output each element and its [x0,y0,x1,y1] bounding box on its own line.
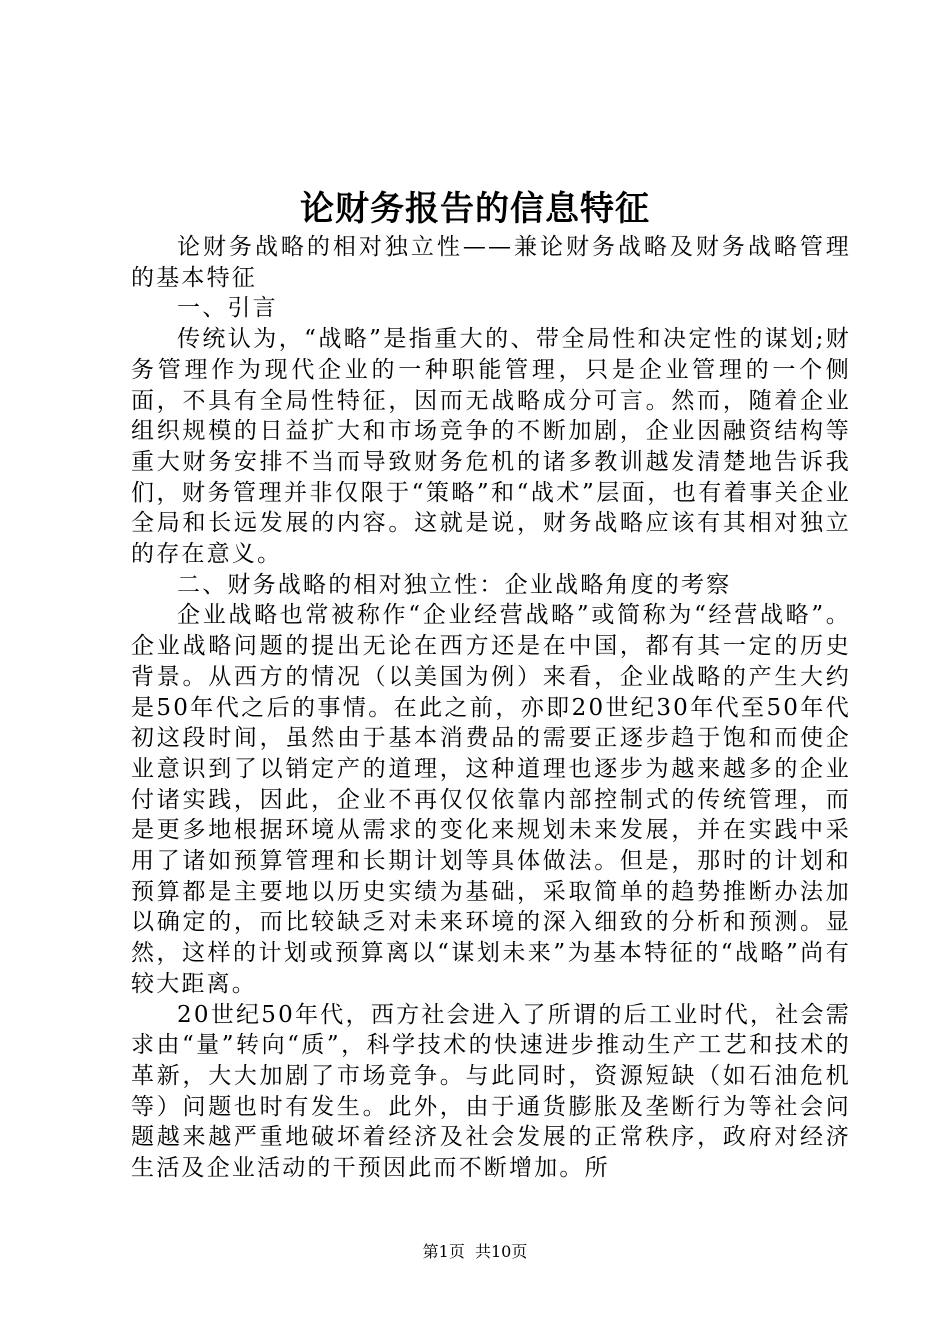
paragraph-introduction: 传统认为，“战略”是指重大的、带全局性和决定性的谋划;财务管理作为现代企业的一种职能管理，只是企业管理的一个侧面，不具有全局性特征，因而无战略成分可言。然而，随着企业组织规模的日益扩大和市场竞争的不断加剧，企业因融资结构等重大财务安排不当而导致财务危机的诸多教训越发清楚地告诉我们，财务管理并非仅限于“策略”和“战术”层面，也有着事关企业全局和长远发展的内容。这就是说，财务战略应该有其相对独立的存在意义。 [131,326,851,568]
section-heading-independence: 二、财务战略的相对独立性：企业战略角度的考察 [177,571,732,598]
paragraph-subtitle: 论财务战略的相对独立性——兼论财务战略及财务战略管理的基本特征 [131,234,851,291]
section-heading-introduction: 一、引言 [177,295,278,322]
paragraph-post-industrial: 20世纪50年代，西方社会进入了所谓的后工业时代，社会需求由“量”转向“质”，科学技术的快速进步推动生产工艺和技术的革新，大大加剧了市场竞争。与此同时，资源短缺（如石油危机等）问题也时有发生。此外，由于通货膨胀及垄断行为等社会问题越来越严重地破坏着经济及社会发展的正常秩序，政府对经济生活及企业活动的干预因此而不断增加。所 [131,1001,851,1182]
paragraph-corporate-strategy: 企业战略也常被称作“企业经营战略”或简称为“经营战略”。企业战略问题的提出无论在西方还是在中国，都有其一定的历史背景。从西方的情况（以美国为例）来看，企业战略的产生大约是50年代之后的事情。在此之前，亦即20世纪30年代至50年代初这段时间，虽然由于基本消费品的需要正逐步趋于饱和而使企业意识到了以销定产的道理，这种道理也逐步为越来越多的企业付诸实践，因此，企业不再仅仅依靠内部控制式的传统管理，而是更多地根据环境从需求的变化来规划未来发展，并在实践中采用了诸如预算管理和长期计划等具体做法。但是，那时的计划和预算都是主要地以历史实绩为基础，采取简单的趋势推断办法加以确定的，而比较缺乏对未来环境的深入细致的分析和预测。显然，这样的计划或预算离以“谋划未来”为基本特征的“战略”尚有较大距离。 [131,602,851,997]
document-title: 论财务报告的信息特征 [300,189,650,229]
page-footer: 第1页 共10页 [422,1242,528,1261]
document-body [131,232,851,1184]
